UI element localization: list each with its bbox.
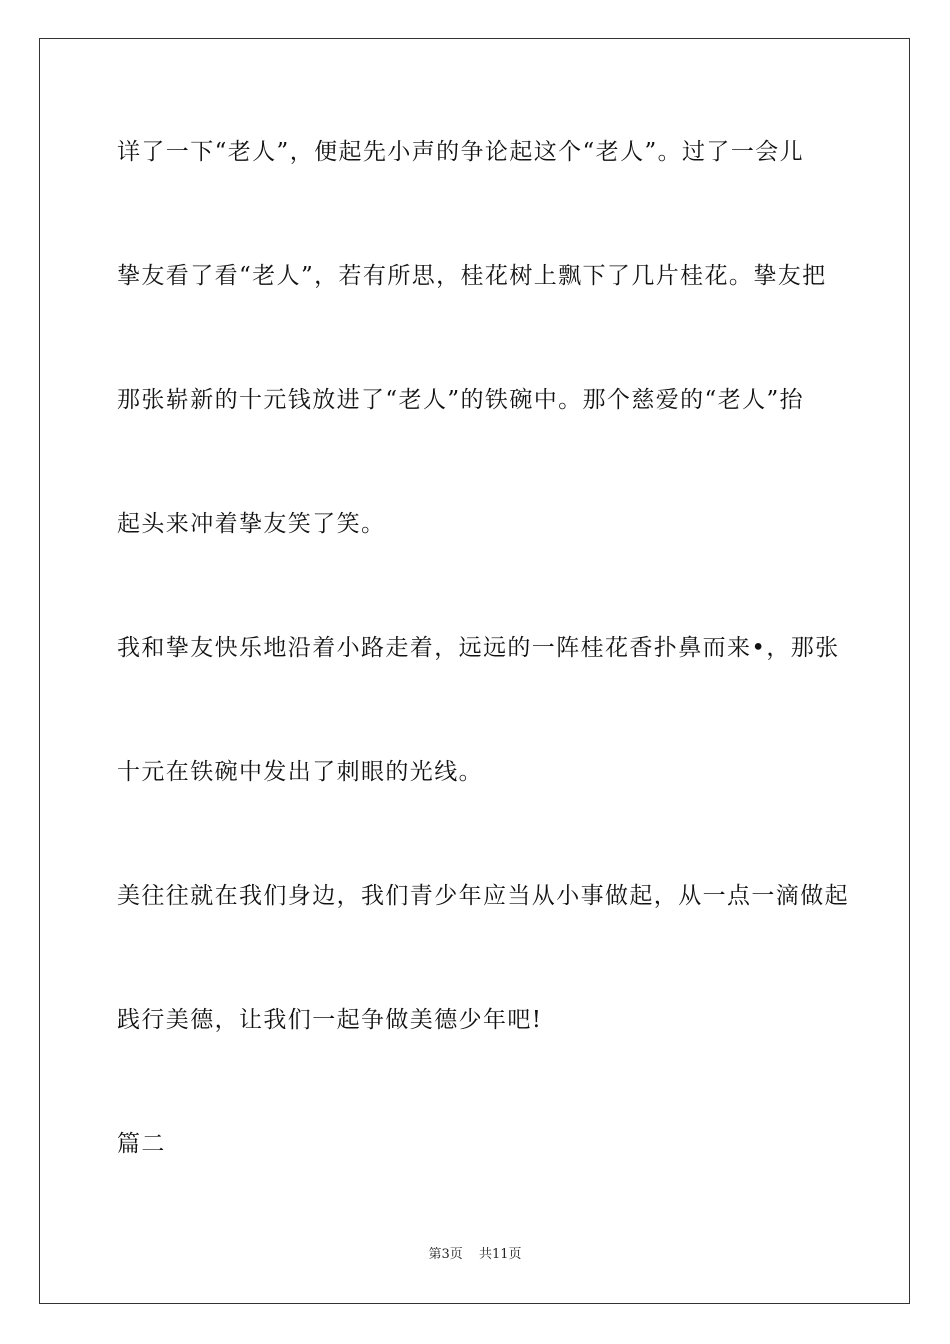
- body-line-8: 践行美德，让我们一起争做美德少年吧!: [117, 1007, 543, 1033]
- body-line-4: 起头来冲着挚友笑了笑。: [117, 511, 386, 537]
- body-line-6: 十元在铁碗中发出了刺眼的光线。: [117, 759, 483, 785]
- page-footer: [0, 1246, 950, 1264]
- body-line-7: 美往往就在我们身边，我们青少年应当从小事做起，从一点一滴做起: [117, 883, 849, 909]
- body-line-2: 挚友看了看“老人”，若有所思，桂花树上飘下了几片桂花。挚友把: [117, 263, 827, 289]
- page-total: 共11页: [478, 1247, 522, 1262]
- body-line-3: 那张崭新的十元钱放进了“老人”的铁碗中。那个慈爱的“老人”抬: [117, 387, 805, 413]
- body-line-1: 详了一下“老人”，便起先小声的争论起这个“老人”。过了一会儿: [117, 139, 805, 165]
- section-heading: 篇二: [117, 1131, 166, 1157]
- page-number: 第3页: [428, 1247, 463, 1262]
- page-frame: [39, 38, 910, 1304]
- body-line-5: 我和挚友快乐地沿着小路走着，远远的一阵桂花香扑鼻而来•，那张: [117, 635, 840, 661]
